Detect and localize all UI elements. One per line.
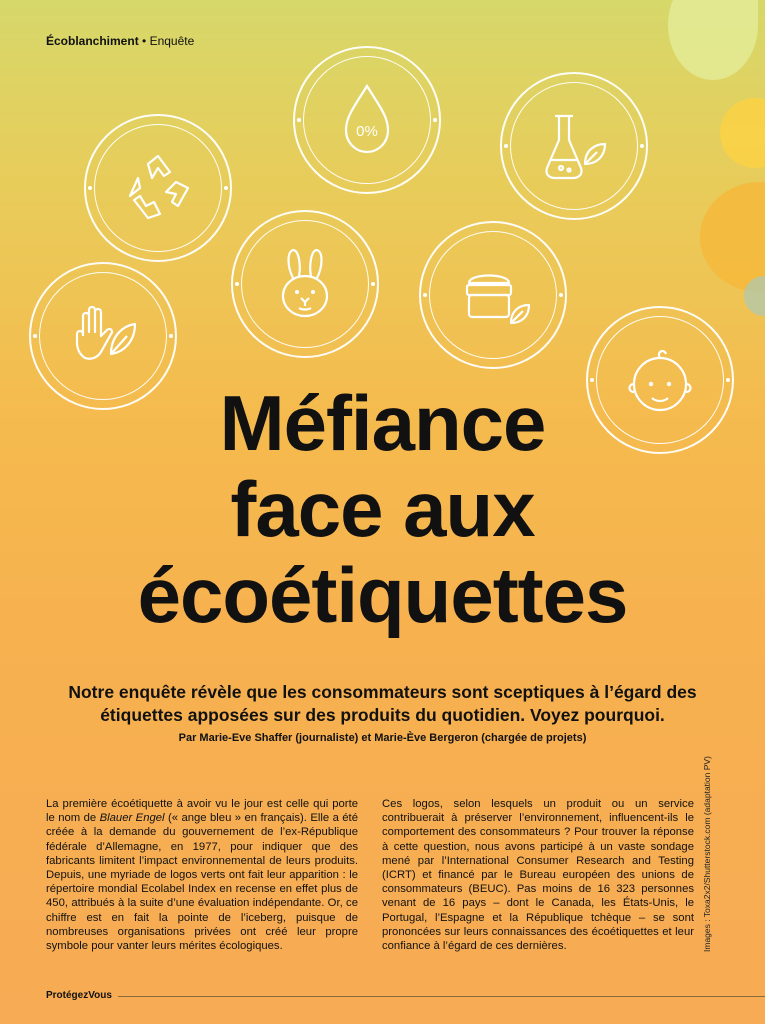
title-line-3: écoétiquettes	[137, 551, 628, 639]
title-line-1: Méfiance	[219, 379, 546, 467]
article-title	[0, 380, 765, 638]
decorative-leaf-shape	[668, 0, 758, 80]
footer-divider	[118, 996, 765, 997]
image-credit: Images : Toxa2x2/Shutterstock.com (adaptation PV)	[702, 756, 712, 952]
body-column-2	[382, 797, 694, 953]
droplet-zero-percent-icon	[332, 80, 402, 160]
section-label	[46, 34, 194, 48]
recycle-badge	[84, 114, 232, 262]
droplet-zero-percent-badge	[293, 46, 441, 194]
lab-flask-badge	[500, 72, 648, 220]
cream-jar-leaf-icon	[453, 255, 533, 335]
cream-jar-badge	[419, 221, 567, 369]
lab-flask-leaf-icon	[539, 106, 609, 186]
footer-brand: ProtégezVous	[46, 990, 112, 1001]
bunny-icon	[265, 244, 345, 324]
decorative-circle	[720, 98, 765, 168]
decorative-circle	[700, 182, 765, 292]
byline: Par Marie-Eve Shaffer (journaliste) et Marie-Ève Bergeron (chargée de projets)	[178, 732, 587, 744]
body-text: La première écoétiquette à avoir vu le jour est celle qui porte le nom de	[46, 798, 358, 825]
section-separator: •	[138, 34, 150, 48]
title-line-2: face aux	[230, 465, 535, 553]
recycle-icon	[118, 148, 198, 228]
subsection-name: Enquête	[149, 34, 195, 48]
body-column-1	[46, 797, 358, 953]
bunny-badge	[231, 210, 379, 358]
body-text: (« ange bleu » en français). Elle a été créée à la demande du gouvernement de l’ex-République fédérale d’Allemagne, en 1977, pour indiquer que des fabricants limitent l’impact environnemental de leurs produits. Depuis, une myriade de logos verts ont fait leur apparition : le répertoire mondial Ecolabel Index en recense en effet plus de 450, attribués à la suite d’une évaluation indépendante. Or, ce chiffre est en fait la pointe de l’iceberg, puisque de nombreuses organisations privées ont créé leur propre symbole pour vanter leurs mérites écologiques.	[46, 812, 358, 953]
zero-percent-label: 0%	[356, 123, 378, 140]
body-emphasis: Blauer Engel	[99, 812, 165, 825]
lead-paragraph: Notre enquête révèle que les consommateurs sont sceptiques à l’égard des étiquettes apposées sur des produits du quotidien. Voyez pourquoi.	[68, 682, 697, 725]
hand-leaf-icon	[63, 296, 143, 376]
body-text: Ces logos, selon lesquels un produit ou un service contribuerait à préserver l’environnement, influencent-ils le comportement des consommateurs ? Pour trouver la réponse à cette question, nous avons participé à un vaste sondage mené par l’International Consumer Research and Testing (ICRT) et financé par le Bureau européen des unions de consommateurs (BEUC). Pas moins de 16 323 personnes venant de 16 pays – dont le Canada, les États-Unis, le Portugal, l’Espagne et la République tchèque – se sont prononcées sur leurs connaissances des écoétiquettes et leur confiance à l’égard de ces dernières.	[382, 798, 694, 953]
section-name: Écoblanchiment	[46, 34, 139, 48]
